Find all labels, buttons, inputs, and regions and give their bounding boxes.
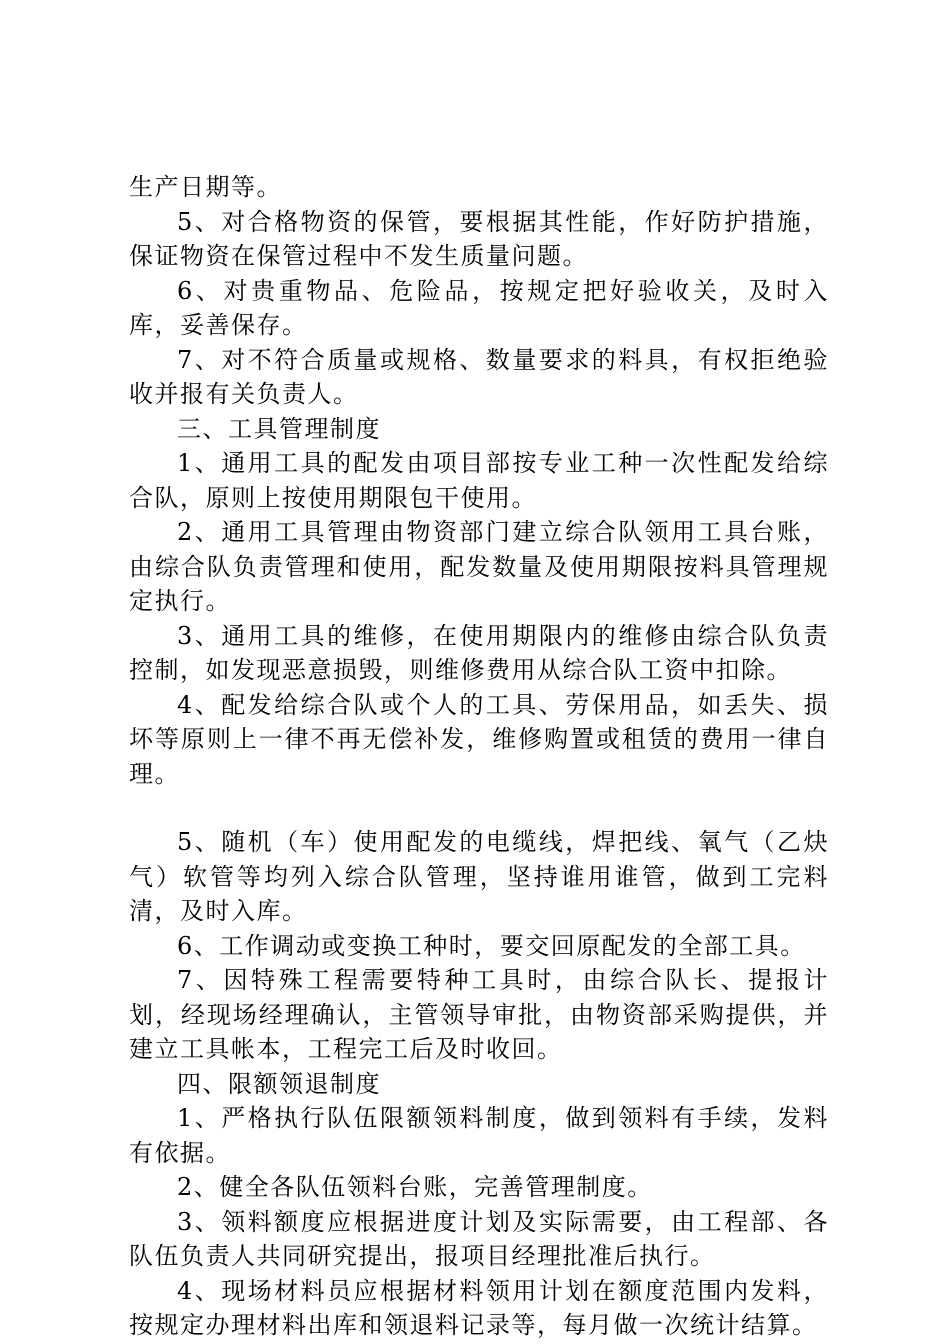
paragraph-item-5-storage: 5、对合格物资的保管，要根据其性能，作好防护措施，保证物资在保管过程中不发生质量问题。 xyxy=(129,207,829,270)
paragraph-quota-3: 3、领料额度应根据进度计划及实际需要，由工程部、各队伍负责人共同研究提出，报项目经理批准后执行。 xyxy=(129,1207,829,1270)
paragraph-tools-4: 4、配发给综合队或个人的工具、劳保用品，如丢失、损坏等原则上一律不再无偿补发，维修购置或租赁的费用一律自理。 xyxy=(129,690,829,788)
paragraph-tools-7: 7、因特殊工程需要特种工具时，由综合队长、提报计划，经现场经理确认，主管领导审批，由物资部采购提供，并建立工具帐本，工程完工后及时收回。 xyxy=(129,966,829,1063)
paragraph-quota-2: 2、健全各队伍领料台账，完善管理制度。 xyxy=(177,1173,653,1201)
section-heading-quota: 四、限额领退制度 xyxy=(177,1069,381,1098)
paragraph-tools-6: 6、工作调动或变换工种时，要交回原配发的全部工具。 xyxy=(177,931,806,960)
paragraph-tools-3: 3、通用工具的维修，在使用期限内的维修由综合队负责控制，如发现恶意损毁，则维修费用从综合队工资中扣除。 xyxy=(129,621,829,684)
paragraph-quota-1: 1、严格执行队伍限额领料制度，做到领料有手续，发料有依据。 xyxy=(129,1104,829,1167)
section-heading-tools: 三、工具管理制度 xyxy=(177,414,381,443)
paragraph-tools-1: 1、通用工具的配发由项目部按专业工种一次性配发给综合队，原则上按使用期限包干使用。 xyxy=(129,449,829,512)
paragraph-quota-4: 4、现场材料员应根据材料领用计划在额度范围内发料，按规定办理材料出库和领退料记录等，每月做一次统计结算。 xyxy=(129,1276,829,1339)
paragraph-item-6-valuables: 6、对贵重物品、危险品，按规定把好验收关，及时入库，妥善保存。 xyxy=(129,276,829,339)
paragraph-continuation: 生产日期等。 xyxy=(129,173,282,201)
paragraph-tools-2: 2、通用工具管理由物资部门建立综合队领用工具台账，由综合队负责管理和使用，配发数量及使用期限按料具管理规定执行。 xyxy=(129,518,829,615)
document-body xyxy=(129,170,829,1343)
paragraph-item-7-nonconforming: 7、对不符合质量或规格、数量要求的料具，有权拒绝验收并报有关负责人。 xyxy=(129,345,829,408)
paragraph-tools-5: 5、随机（车）使用配发的电缆线，焊把线、氧气（乙炔气）软管等均列入综合队管理，坚持谁用谁管，做到工完料清，及时入库。 xyxy=(129,828,829,925)
